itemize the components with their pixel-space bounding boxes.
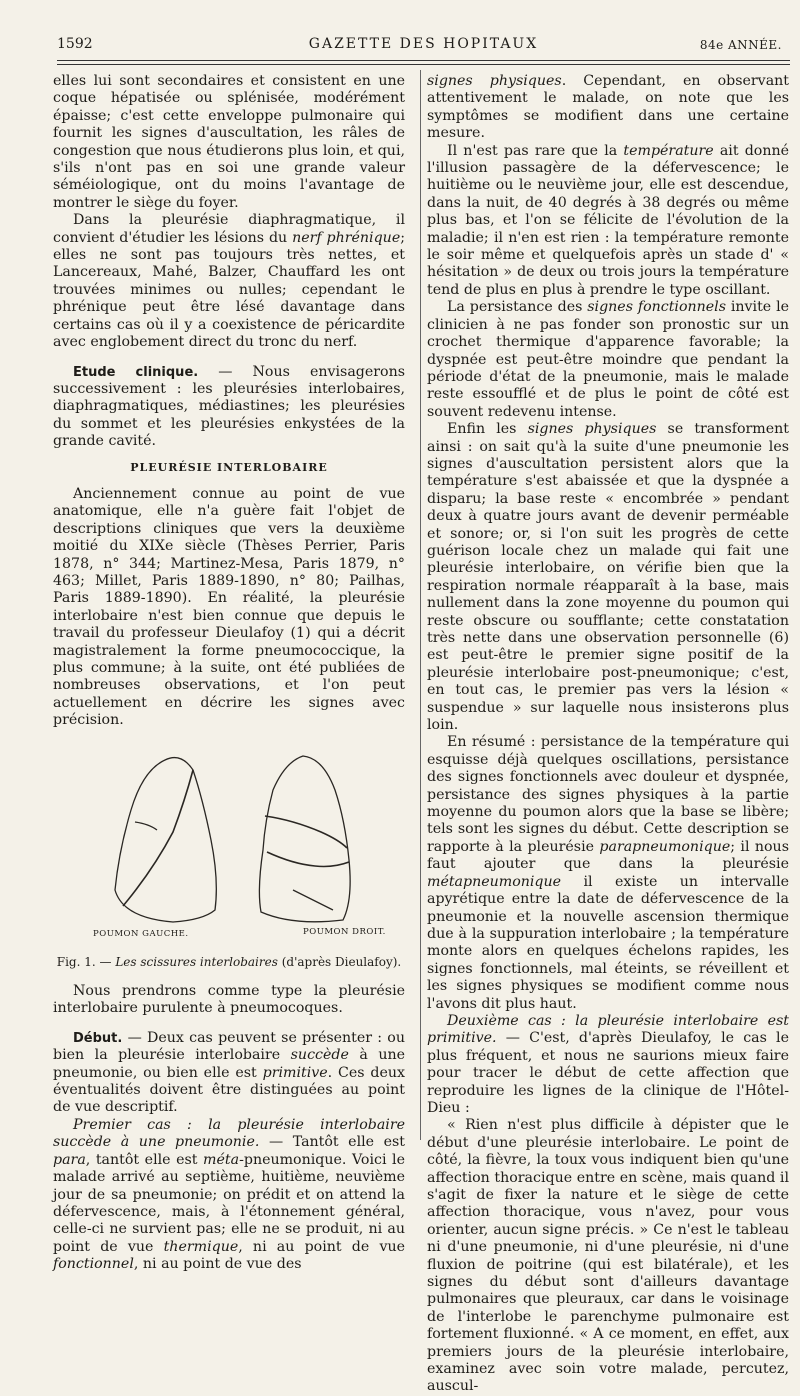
page-header	[57, 36, 790, 58]
figure-label-left-lung: POUMON GAUCHE.	[93, 928, 189, 939]
header-rule-bottom	[57, 64, 790, 65]
lung-figure	[53, 740, 405, 950]
paragraph: Premier cas : la pleurésie interlobaire succède à une pneumonie. — Tantôt elle est para, tantôt elle est méta-pneumonique. Voici le malade arrivé au septième, huitième, neuvième jour de sa pneumonie; on prédit et on attend la défervescence, mais, à l'étonnement général, celle-ci ne survient pas; elle ne se produit, ni au point de vue thermique, ni au point de vue fonctionnel, ni au point de vue des	[53, 1116, 406, 1273]
paragraph: La persistance des signes fonctionnels invite le clinicien à ne pas fonder son pronostic sur un crochet thermique d'apparence favorable; la dyspnée est peut-être moindre que pendant la période d'état de la pneumonie, mais le malade reste essoufflé et de plus le point de côté est souvent redevenu intense.	[427, 299, 790, 420]
paragraph: Enfin les signes physiques se transforment ainsi : on sait qu'à la suite d'une pneumonie les signes d'auscultation persistent alors que la température s'est abaissée et que la dyspnée a disparu; la base reste « encombrée » pendant deux à quatre jours avant de devenir perméable et sonore; or, si l'on suit les progrès de cette guérison locale chez un malade qui fait une pleurésie interlobaire, on vérifie bien que la respiration normale réapparaît à la base, mais nullement dans la zone moyenne du poumon qui reste obscure ou soufflante; cette constatation très nette dans une observation personnelle (6) est peut-être le premier signe positif de la pleurésie interlobaire post-pneumonique; c'est, en tout cas, le premier pas vers la lésion « suspendue » sur laquelle nous insisterons plus loin.	[427, 421, 789, 734]
paragraph: Il n'est pas rare que la température ait donné l'illusion passagère de la défervescence; le huitième ou le neuvième jour, elle est descendue, dans la nuit, de 40 degrés à 38 degrés ou même plus bas, et l'on se félicite de l'évolution de la maladie; il n'en est rien : la température remonte le soir même et quelquefois après un stade d' « hésitation » de deux ou trois jours la température tend de plus en plus à prendre le type oscillant.	[427, 142, 790, 298]
paragraph: Anciennement connue au point de vue anatomique, elle n'a guère fait l'objet de descriptions cliniques que vers la deuxième moitié du XIXe siècle (Thèses Perrier, Paris 1878, n° 344; Martinez-Mesa, Paris 1879, n° 463; Millet, Paris 1889-1890, n° 80; Pailhas, Paris 1889-1890). En réalité, la pleurésie interlobaire n'est bien connue que depuis le travail du professeur Dieulafoy (1) qui a décrit magistralement la forme pneumococcique, la plus commune; à la suite, ont été publiées de nombreuses observations, et l'on peut actuellement en décrire les signes avec précision.	[53, 485, 405, 729]
running-title: GAZETTE DES HOPITAUX	[308, 36, 539, 52]
section-heading: PLEURÉSIE INTERLOBAIRE	[130, 460, 328, 474]
paragraph-debut: Début. — Deux cas peuvent se présenter : ou bien la pleurésie interlobaire succède à une pneumonie, ou bien elle est primitive. Ces deux éventualités doivent être distinguées au point de vue descriptif.	[53, 1029, 406, 1116]
paragraph: Deuxième cas : la pleurésie interlobaire est primitive. — C'est, d'après Dieulafoy, le cas le plus fréquent, et nous ne saurions mieux faire pour tracer le début de cette affection que reproduire les lignes de la clinique de l'Hôtel-Dieu :	[427, 1012, 789, 1116]
column-divider	[420, 70, 421, 1140]
paragraph: Nous prendrons comme type la pleurésie interlobaire purulente à pneumocoques.	[53, 983, 405, 1017]
left-column	[53, 73, 405, 1274]
right-column	[427, 73, 789, 1396]
paragraph-etude-clinique: Etude clinique. — Nous envisagerons successivement : les pleurésies interlobaires, diaphragmatiques, médiastines; les pleurésies du sommet et les pleurésies enkystées de la grande cavité.	[53, 363, 405, 450]
header-rule-top	[57, 60, 790, 61]
paragraph: En résumé : persistance de la température qui esquisse déjà quelques oscillations, persistance des signes fonctionnels avec douleur et dyspnée, persistance des signes physiques à la partie moyenne du poumon alors que la base se libère; tels sont les signes du début. Cette description se rapporte à la pleurésie parapneumonique; il nous faut ajouter que dans la pleurésie métapneumonique il existe un intervalle apyrétique entre la date de défervescence de la pneumonie et la nouvelle ascension thermique due à la suppuration interlobaire ; la température monte alors en quelques échelons rapides, les signes fonctionnels, mal éteints, se réveillent et les signes physiques se modifient comme nous l'avons dit plus haut.	[427, 734, 789, 1012]
figure-caption: Fig. 1. — Les scissures interlobaires (d'après Dieulafoy).	[56, 954, 402, 969]
lung-diagram	[53, 740, 405, 940]
paragraph: elles lui sont secondaires et consistent en une coque hépatisée ou splénisée, modérément épaisse; c'est cette enveloppe pulmonaire qui fournit les signes d'auscultation, les râles de congestion que nous étudierons plus loin, et qui, s'ils n'ont pas en soi une grande valeur séméiologique, ont du moins l'avantage de montrer le siège du foyer.	[53, 73, 405, 211]
paragraph: Dans la pleurésie diaphragmatique, il convient d'étudier les lésions du nerf phrénique; elles ne sont pas toujours très nettes, et Lancereaux, Mahé, Balzer, Chauffard les ont trouvées minimes ou nulles; cependant le phrénique peut être lésé davantage dans certains cas où il y a coexistence de péricardite avec englobement direct du tronc du nerf.	[53, 212, 405, 351]
year-label: 84e ANNÉE.	[699, 38, 782, 52]
section-lead: Début.	[73, 1030, 123, 1046]
section-lead: Etude clinique.	[73, 364, 199, 380]
paragraph: signes physiques. Cependant, en observant attentivement le malade, on note que les symptômes se modifient dans une certaine mesure.	[427, 73, 789, 142]
page-number: 1592	[57, 36, 93, 52]
figure-label-right-lung: POUMON DROIT.	[303, 926, 386, 937]
paragraph: « Rien n'est plus difficile à dépister que le début d'une pleurésie interlobaire. Le point de côté, la fièvre, la toux vous indiquent bien qu'une affection thoracique entre en scène, mais quand il s'agit de fixer la nature et le siège de cette affection thoracique, vous n'avez, pour vous orienter, aucun signe précis. » Ce n'est le tableau ni d'une pneumonie, ni d'une pleurésie, ni d'une fluxion de poitrine (qui est bilatérale), et les signes du début sont d'ailleurs davantage pulmonaires que pleuraux, car dans le voisinage de l'interlobe le parenchyme pulmonaire est fortement fluxionné. « A ce moment, en effet, aux premiers jours de la pleurésie interlobaire, examinez avec soin votre malade, percutez, auscul-	[427, 1117, 789, 1395]
